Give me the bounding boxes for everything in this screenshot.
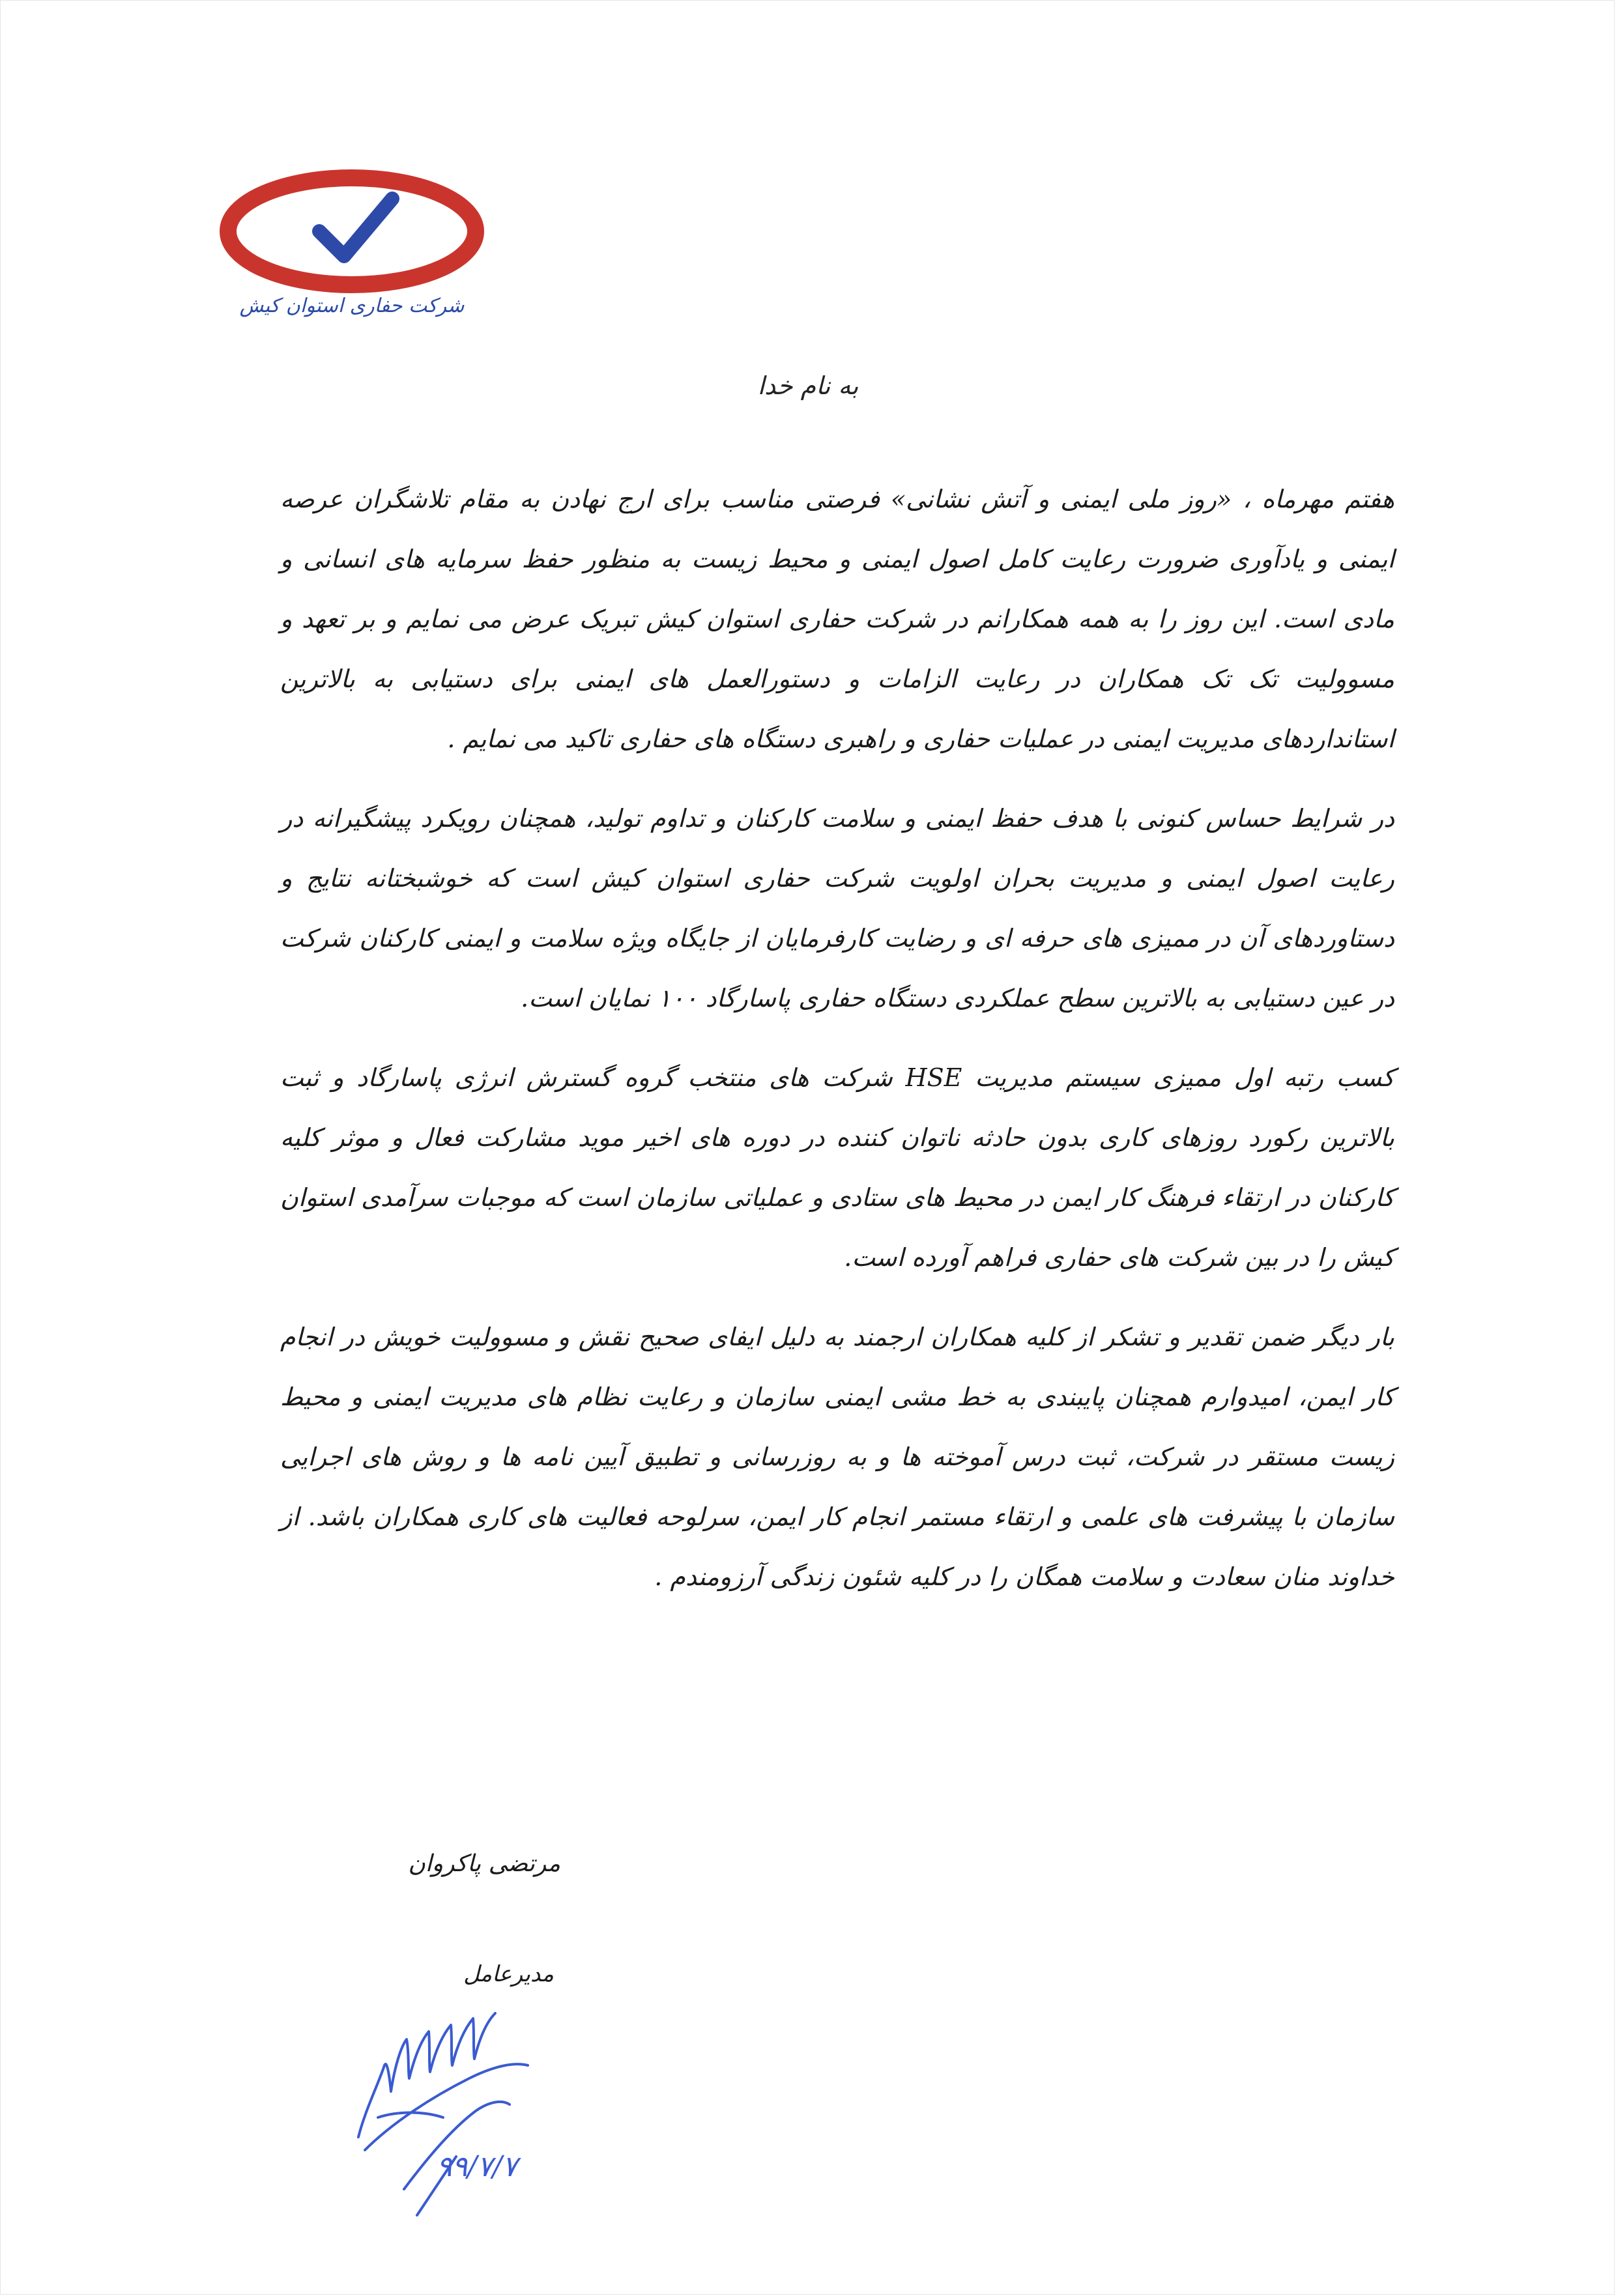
signature-date: ۹۹/۷/۷: [437, 2150, 518, 2183]
letter-body: [280, 469, 1394, 1626]
signature-block: [339, 1837, 613, 2241]
paragraph: در شرایط حساس کنونی با هدف حفظ ایمنی و سلامت کارکنان و تداوم تولید، همچنان رویکرد پیشگیرانه در رعایت اصول ایمنی و مدیریت بحران اولویت شرکت حفاری استوان کیش است که خوشبختانه نتایج و دستاوردهای آن در ممیزی های حرفه ای و رضایت کارفرمایان از جایگاه ویژه سلامت و ایمنی کارکنان شرکت در عین دستیابی به بالاترین سطح عملکردی دستگاه حفاری پاسارگاد ۱۰۰ نمایان است.: [280, 804, 1394, 1012]
paragraph: کسب رتبه اول ممیزی سیستم مدیریت HSE شرکت های منتخب گروه گسترش انرژی پاسارگاد و ثبت بالاترین رکورد روزهای کاری بدون حادثه ناتوان کننده در دوره های اخیر موید مشارکت فعال و موثر کلیه کارکنان در ارتقاء فرهنگ کار ایمن در محیط های ستادی و عملیاتی سازمان است که موجبات سرآمدی استوان کیش را در بین شرکت های حفاری فراهم آورده است.: [280, 1063, 1394, 1272]
signer-name: مرتضی پاکروان: [408, 1850, 560, 1877]
logo-caption: شرکت حفاری استوان کیش: [239, 294, 465, 317]
handwritten-signature-icon: [339, 1916, 573, 2222]
signer-title: مدیرعامل: [463, 1961, 554, 1987]
letter-heading: به نام خدا: [757, 371, 859, 400]
paragraph: هفتم مهرماه ، «روز ملی ایمنی و آتش نشانی» فرصتی مناسب برای ارج نهادن به مقام تلاشگران عرصه ایمنی و یادآوری ضرورت رعایت کامل اصول ایمنی و محیط زیست به منظور حفظ سرمایه های انسانی و مادی است. این روز را به همه همکارانم در شرکت حفاری استوان کیش تبریک عرض می نمایم و بر تعهد و مسوولیت تک تک همکاران در رعایت الزامات و دستورالعمل های ایمنی برای دستیابی به بالاترین استانداردهای مدیریت ایمنی در عملیات حفاری و راهبری دستگاه های حفاری تاکید می نمایم .: [280, 485, 1394, 753]
company-logo: [215, 160, 489, 355]
paragraph: بار دیگر ضمن تقدیر و تشکر از کلیه همکاران ارجمند به دلیل ایفای صحیح نقش و مسوولیت خویش در انجام کار ایمن، امیدوارم همچنان پایبندی به خط مشی ایمنی سازمان و رعایت نظام های مدیریت ایمنی و محیط زیست مستقر در شرکت، ثبت درس آموخته ها و به روزرسانی و تطبیق آیین نامه ها و روش های اجرایی سازمان با پیشرفت های علمی و ارتقاء مستمر انجام کار ایمن، سرلوحه فعالیت های کاری همکاران باشد. از خداوند منان سعادت و سلامت همگان را در کلیه شئون زندگی آرزومندم .: [280, 1323, 1394, 1591]
check-in-red-ring-logo-icon: [215, 160, 489, 303]
